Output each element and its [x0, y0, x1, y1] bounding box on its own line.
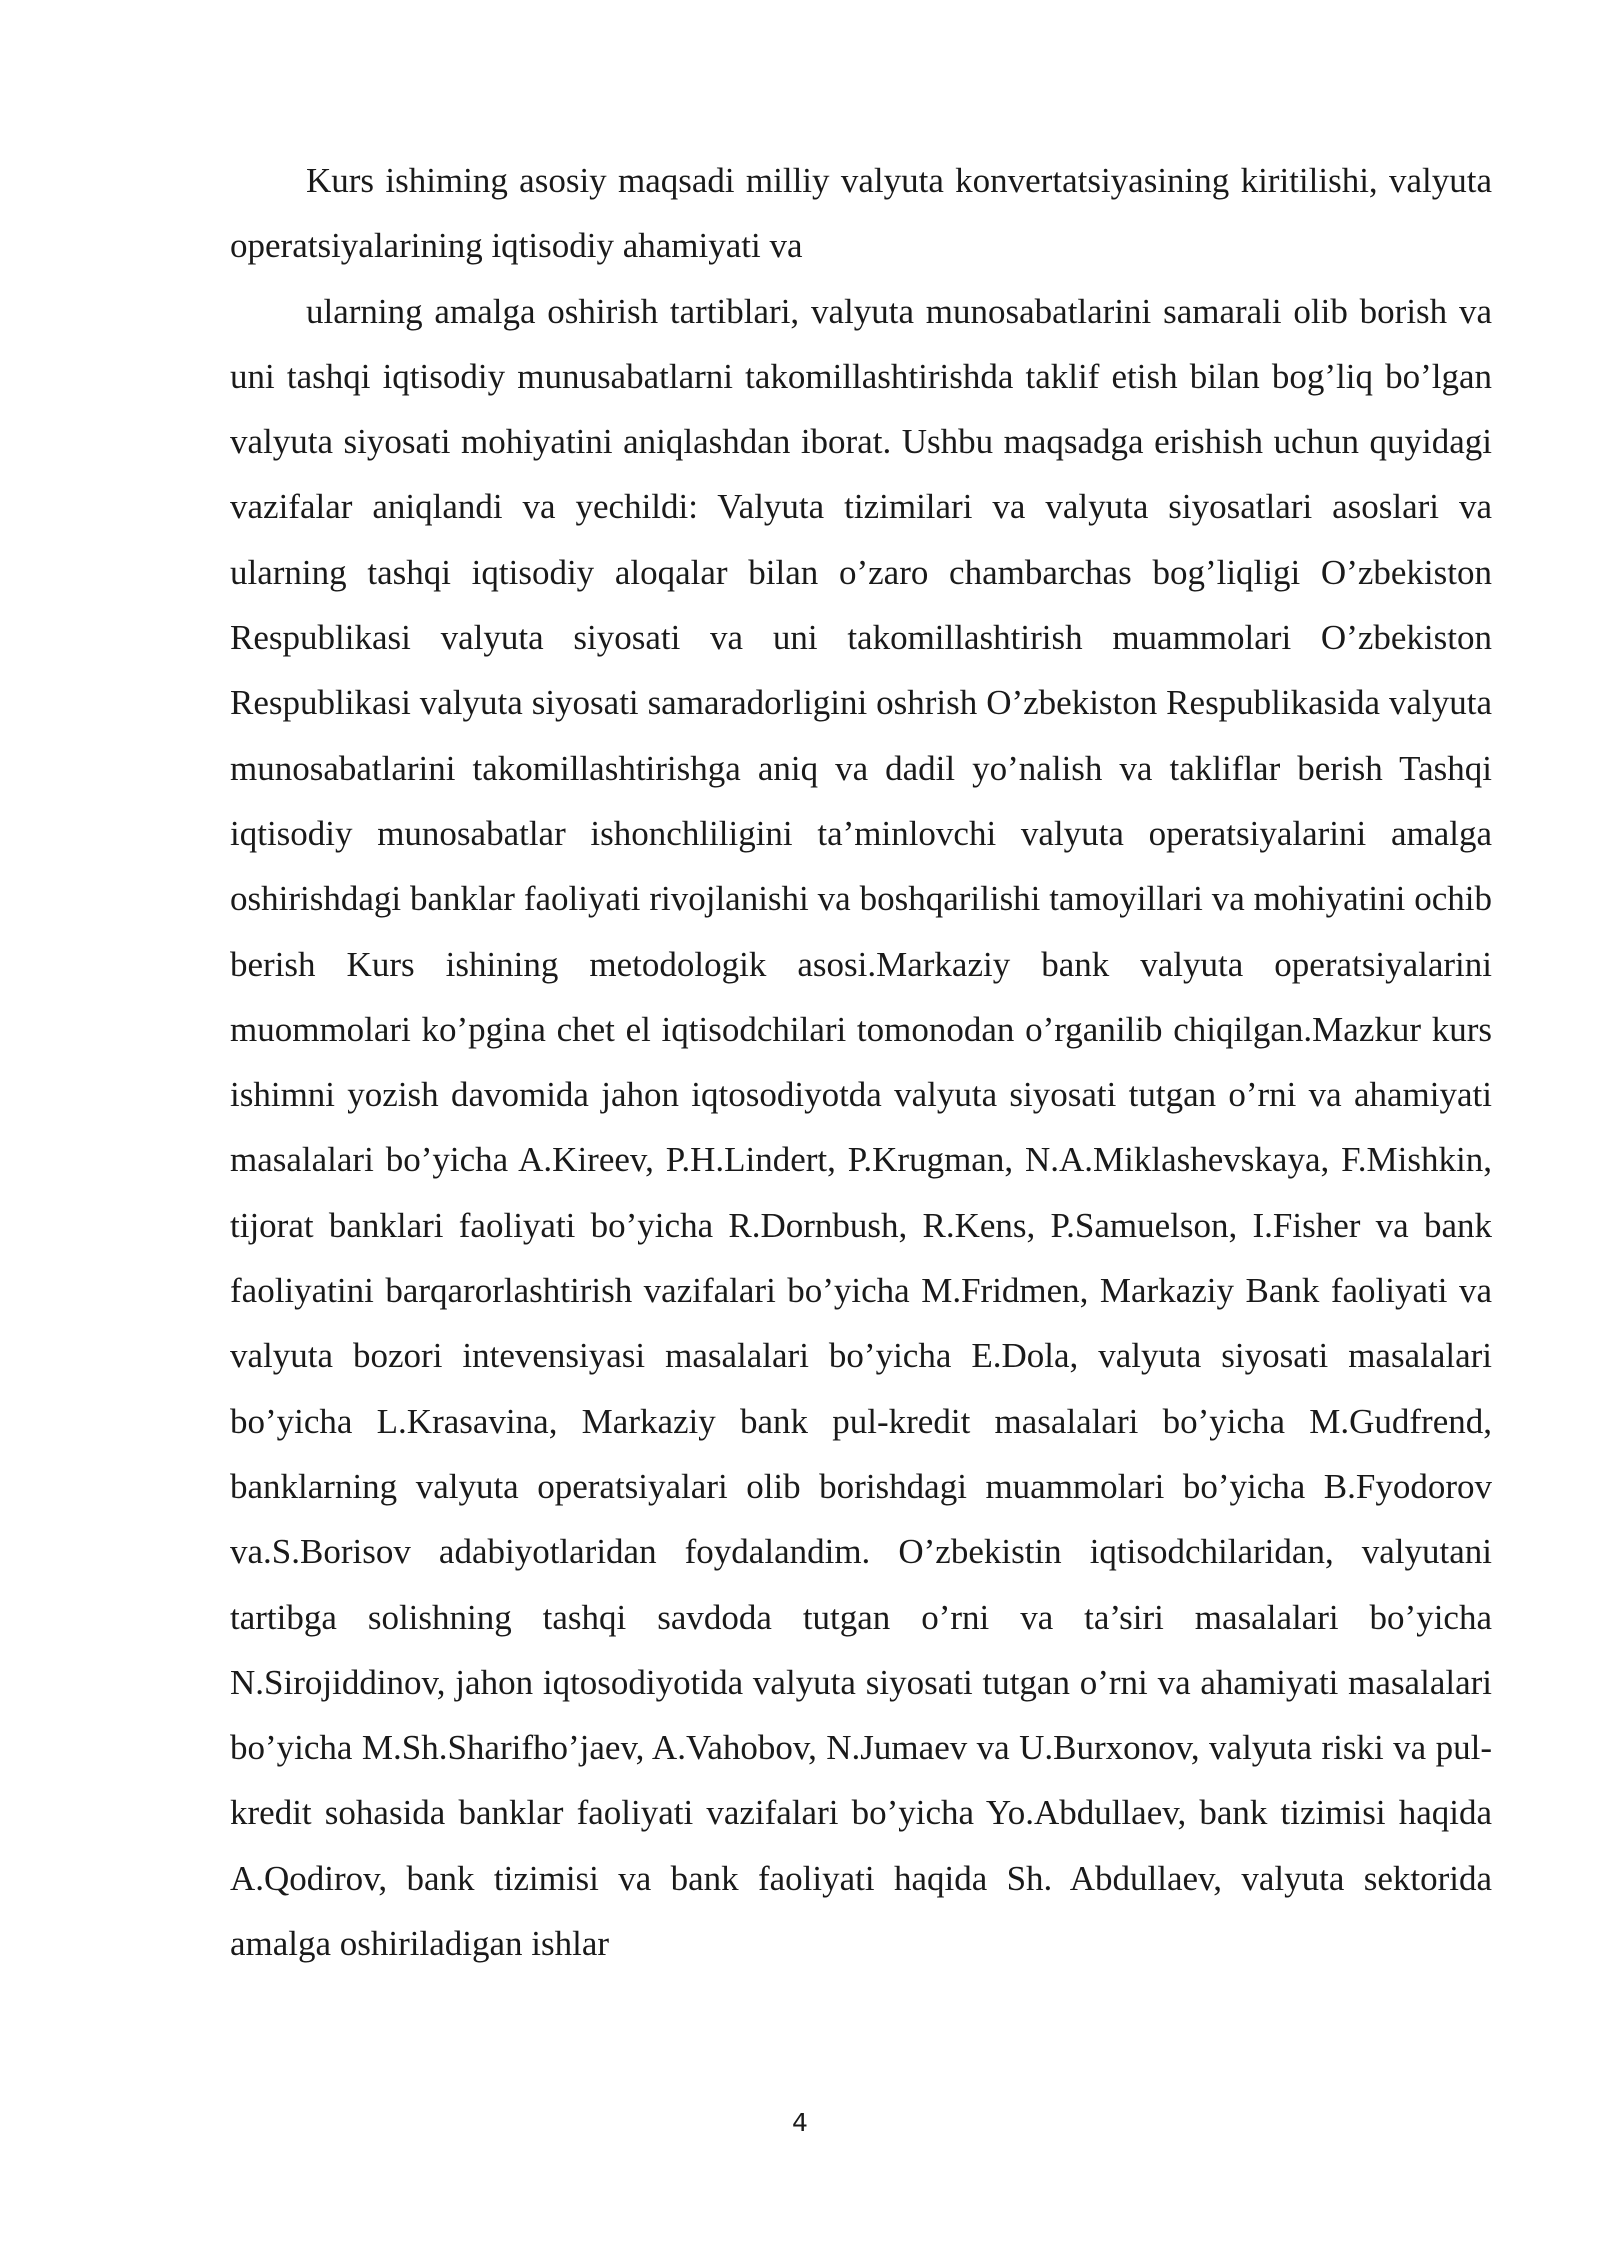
- paragraph-main: ularning amalga oshirish tartiblari, valyuta munosabatlarini samarali olib borish va uni tashqi iqtisodiy munusabatlarni takomillashtirishda taklif etish bilan bog’liq bo’lgan valyuta siyosati mohiyatini aniqlashdan iborat. Ushbu maqsadga erishish uchun quyidagi vazifalar aniqlandi va yechildi: Valyuta tizimilari va valyuta siyosatlari asoslari va ularning tashqi iqtisodiy aloqalar bilan o’zaro chambarchas bog’liqligi O’zbekiston Respublikasi valyuta siyosati va uni takomillashtirish muammolari O’zbekiston Respublikasi valyuta siyosati samaradorligini oshrish O’zbekiston Respublikasida valyuta munosabatlarini takomillashtirishga aniq va dadil yo’nalish va takliflar berish Tashqi iqtisodiy munosabatlar ishonchliligini ta’minlovchi valyuta operatsiyalarini amalga oshirishdagi banklar faoliyati rivojlanishi va boshqarilishi tamoyillari va mohiyatini ochib berish Kurs ishining metodologik asosi.Markaziy bank valyuta operatsiyalarini muommolari ko’pgina chet el iqtisodchilari tomonodan o’rganilib chiqilgan.Mazkur kurs ishimni yozish davomida jahon iqtosodiyotda valyuta siyosati tutgan o’rni va ahamiyati masalalari bo’yicha A.Kireev, P.H.Lindert, P.Krugman, N.A.Miklashevskaya, F.Mishkin, tijorat banklari faoliyati bo’yicha R.Dornbush, R.Kens, P.Samuelson, I.Fisher va bank faoliyatini barqarorlashtirish vazifalari bo’yicha M.Fridmen, Markaziy Bank faoliyati va valyuta bozori intevensiyasi masalalari bo’yicha E.Dola, valyuta siyosati masalalari bo’yicha L.Krasavina, Markaziy bank pul-kredit masalalari bo’yicha M.Gudfrend, banklarning valyuta operatsiyalari olib borishdagi muammolari bo’yicha B.Fyodorov va.S.Borisov adabiyotlaridan foydalandim. O’zbekistin iqtisodchilaridan, valyutani tartibga solishning tashqi savdoda tutgan o’rni va ta’siri masalalari bo’yicha N.Sirojiddinov, jahon iqtosodiyotida valyuta siyosati tutgan o’rni va ahamiyati masalalari bo’yicha M.Sh.Sharifho’jaev, A.Vahobov, N.Jumaev va U.Burxonov, valyuta riski va pul-kredit sohasida banklar faoliyati vazifalari bo’yicha Yo.Abdullaev, bank tizimisi haqida A.Qodirov, bank tizimisi va bank faoliyati haqida Sh. Abdullaev, valyuta sektorida amalga oshiriladigan ishlar: [230, 291, 1492, 1964]
- body-text: [230, 148, 1492, 1976]
- paragraph-intro: Kurs ishiming asosiy maqsadi milliy valyuta konvertatsiyasining kiritilishi, valyuta operatsiyalarining iqtisodiy ahamiyati va: [230, 161, 1492, 266]
- page-number: 4: [792, 2108, 808, 2137]
